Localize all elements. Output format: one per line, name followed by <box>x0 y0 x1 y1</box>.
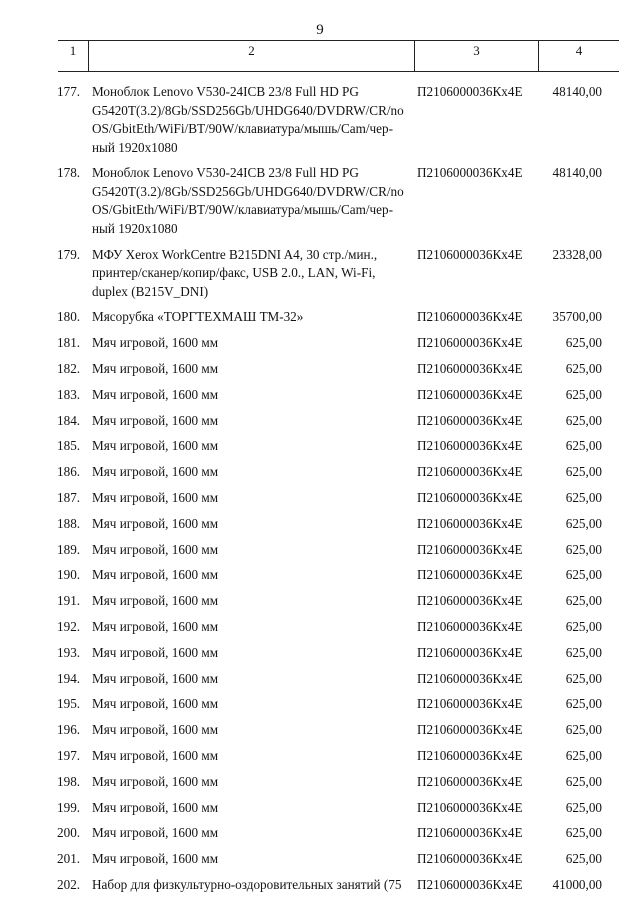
row-number: 188. <box>57 515 81 531</box>
item-price: 48140,00 <box>552 165 602 181</box>
item-code: П2106000036Кх4Е <box>417 515 523 531</box>
table-row <box>0 592 640 611</box>
item-description: Моноблок Lenovo V530-24ICB 23/8 Full HD PG G5420T(3.2)/8Gb/SSD256Gb/UHDG640/DVDRW/CR/no OS/GbitEth/WiFi/BT/90W/клавиатура/мышь/Cam/чер- ный 1920x1080 <box>92 84 404 155</box>
table-row <box>0 541 640 560</box>
row-number: 180. <box>57 309 81 325</box>
row-number: 194. <box>57 670 81 686</box>
table-row <box>0 334 640 353</box>
item-description: Мяч игровой, 1600 мм <box>92 335 219 351</box>
row-number: 183. <box>57 386 81 402</box>
page-number: 9 <box>316 22 324 38</box>
row-number: 184. <box>57 412 81 428</box>
row-number: 179. <box>57 246 81 262</box>
item-description: Мяч игровой, 1600 мм <box>92 851 219 867</box>
item-price: 625,00 <box>565 386 602 402</box>
item-description: Мяч игровой, 1600 мм <box>92 593 219 609</box>
table-row <box>0 489 640 508</box>
table-row <box>0 566 640 585</box>
item-price: 625,00 <box>565 619 602 634</box>
table-row <box>0 308 640 327</box>
item-price: 625,00 <box>565 696 602 712</box>
table-row <box>0 246 640 302</box>
table-row <box>0 824 640 843</box>
item-price: 48140,00 <box>552 84 602 99</box>
row-number: 186. <box>57 464 81 480</box>
table-row <box>0 799 640 818</box>
item-price: 625,00 <box>565 825 602 841</box>
item-code: П2106000036Кх4Е <box>417 644 523 660</box>
header-col-3: 3 <box>414 41 538 71</box>
table-row <box>0 463 640 482</box>
item-price: 625,00 <box>565 490 602 505</box>
table-row <box>0 850 640 869</box>
item-code: П2106000036Кх4Е <box>417 670 523 686</box>
table-row <box>0 773 640 792</box>
item-code: П2106000036Кх4Е <box>417 619 523 634</box>
row-number: 195. <box>57 696 81 712</box>
item-price: 625,00 <box>565 851 602 867</box>
row-number: 198. <box>57 773 81 789</box>
row-number: 202. <box>57 877 81 892</box>
row-number: 181. <box>57 335 81 351</box>
item-description: Мяч игровой, 1600 мм <box>92 825 219 841</box>
item-code: П2106000036Кх4Е <box>417 541 523 557</box>
item-description: МФУ Xerox WorkCentre B215DNI A4, 30 стр./мин., принтер/сканер/копир/факс, USB 2.0., LAN, Wi-Fi, duplex (B215V_DNI) <box>92 246 378 299</box>
item-price: 625,00 <box>565 773 602 789</box>
item-code: П2106000036Кх4Е <box>417 825 523 841</box>
row-number: 178. <box>57 165 81 181</box>
table-row <box>0 515 640 534</box>
item-price: 625,00 <box>565 515 602 531</box>
header-col-1: 1 <box>69 43 77 58</box>
table-row <box>0 386 640 405</box>
table-row <box>0 876 640 895</box>
item-description: Мясорубка «ТОРГТЕХМАШ ТМ-32» <box>92 309 304 325</box>
item-description: Мяч игровой, 1600 мм <box>92 799 219 815</box>
header-col-2: 2 <box>88 41 414 71</box>
item-code: П2106000036Кх4Е <box>417 386 523 402</box>
item-price: 625,00 <box>565 361 602 376</box>
item-description: Мяч игровой, 1600 мм <box>92 567 219 583</box>
item-code: П2106000036Кх4Е <box>417 593 523 609</box>
item-code: П2106000036Кх4Е <box>417 722 523 738</box>
row-number: 193. <box>57 644 81 660</box>
item-code: П2106000036Кх4Е <box>417 773 523 789</box>
item-description: Мяч игровой, 1600 мм <box>92 619 219 634</box>
item-code: П2106000036Кх4Е <box>417 438 523 454</box>
item-price: 625,00 <box>565 335 602 351</box>
row-number: 182. <box>57 361 81 376</box>
item-code: П2106000036Кх4Е <box>417 335 523 351</box>
item-description: Мяч игровой, 1600 мм <box>92 515 219 531</box>
item-code: П2106000036Кх4Е <box>417 309 523 325</box>
row-number: 187. <box>57 490 81 505</box>
table-row <box>0 412 640 431</box>
item-description: Мяч игровой, 1600 мм <box>92 386 219 402</box>
item-code: П2106000036Кх4Е <box>417 412 523 428</box>
table-row <box>0 618 640 637</box>
row-number: 197. <box>57 748 81 763</box>
item-code: П2106000036Кх4Е <box>417 567 523 583</box>
item-description: Мяч игровой, 1600 мм <box>92 644 219 660</box>
row-number: 192. <box>57 619 81 634</box>
row-number: 201. <box>57 851 81 867</box>
table-row <box>0 695 640 714</box>
item-price: 625,00 <box>565 464 602 480</box>
item-price: 625,00 <box>565 438 602 454</box>
item-code: П2106000036Кх4Е <box>417 246 523 262</box>
row-number: 200. <box>57 825 81 841</box>
item-price: 625,00 <box>565 412 602 428</box>
item-price: 41000,00 <box>552 877 602 892</box>
row-number: 199. <box>57 799 81 815</box>
table-row <box>0 83 640 157</box>
item-price: 625,00 <box>565 644 602 660</box>
item-code: П2106000036Кх4Е <box>417 748 523 763</box>
item-description: Мяч игровой, 1600 мм <box>92 438 219 454</box>
table-row <box>0 670 640 689</box>
item-code: П2106000036Кх4Е <box>417 877 523 892</box>
item-description: Мяч игровой, 1600 мм <box>92 464 219 480</box>
item-price: 625,00 <box>565 567 602 583</box>
item-code: П2106000036Кх4Е <box>417 84 523 99</box>
item-description: Мяч игровой, 1600 мм <box>92 748 219 763</box>
item-price: 625,00 <box>565 670 602 686</box>
item-code: П2106000036Кх4Е <box>417 490 523 505</box>
item-code: П2106000036Кх4Е <box>417 361 523 376</box>
item-price: 23328,00 <box>552 246 602 262</box>
item-description: Мяч игровой, 1600 мм <box>92 670 219 686</box>
item-price: 625,00 <box>565 748 602 763</box>
item-description: Мяч игровой, 1600 мм <box>92 696 219 712</box>
row-number: 196. <box>57 722 81 738</box>
item-price: 625,00 <box>565 799 602 815</box>
item-description: Мяч игровой, 1600 мм <box>92 490 219 505</box>
row-number: 185. <box>57 438 81 454</box>
row-number: 190. <box>57 567 81 583</box>
item-code: П2106000036Кх4Е <box>417 851 523 867</box>
item-description: Моноблок Lenovo V530-24ICB 23/8 Full HD PG G5420T(3.2)/8Gb/SSD256Gb/UHDG640/DVDRW/CR/no OS/GbitEth/WiFi/BT/90W/клавиатура/мышь/Cam/чер- ный 1920x1080 <box>92 165 404 236</box>
item-description: Мяч игровой, 1600 мм <box>92 773 219 789</box>
item-code: П2106000036Кх4Е <box>417 696 523 712</box>
item-price: 625,00 <box>565 593 602 609</box>
item-description: Мяч игровой, 1600 мм <box>92 722 219 738</box>
item-description: Набор для физкультурно-оздоровительных занятий (75 <box>92 877 402 892</box>
item-description: Мяч игровой, 1600 мм <box>92 361 219 376</box>
table-row <box>0 360 640 379</box>
table-row <box>0 164 640 238</box>
table-row <box>0 747 640 766</box>
row-number: 177. <box>57 84 81 99</box>
table-row <box>0 721 640 740</box>
item-code: П2106000036Кх4Е <box>417 799 523 815</box>
item-description: Мяч игровой, 1600 мм <box>92 412 219 428</box>
row-number: 189. <box>57 541 81 557</box>
item-code: П2106000036Кх4Е <box>417 464 523 480</box>
header-col-4: 4 <box>538 41 619 71</box>
table-header <box>58 40 619 72</box>
item-price: 625,00 <box>565 722 602 738</box>
table-row <box>0 437 640 456</box>
table-row <box>0 644 640 663</box>
item-code: П2106000036Кх4Е <box>417 165 523 181</box>
item-price: 35700,00 <box>552 309 602 325</box>
item-description: Мяч игровой, 1600 мм <box>92 541 219 557</box>
row-number: 191. <box>57 593 81 609</box>
item-price: 625,00 <box>565 541 602 557</box>
